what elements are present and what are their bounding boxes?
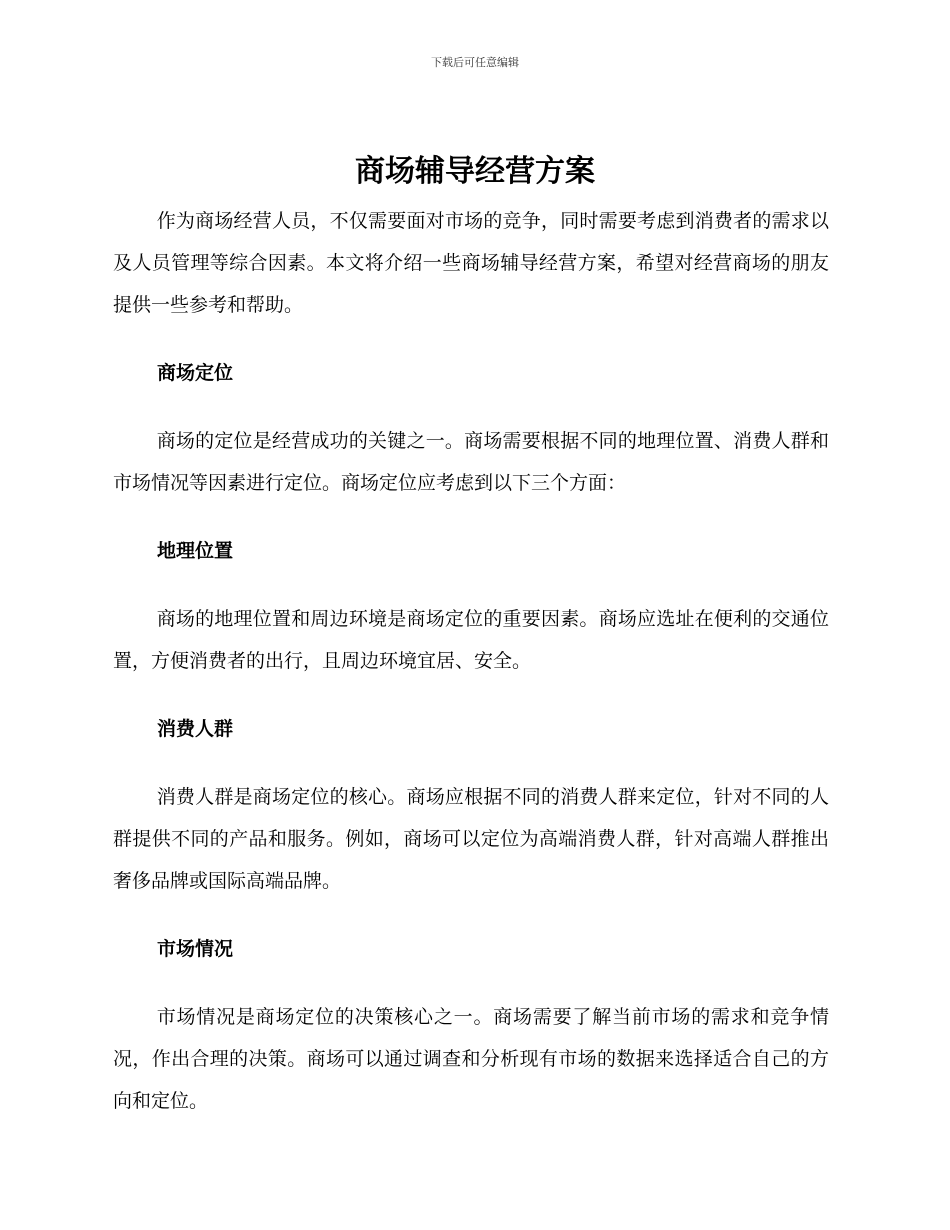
section-heading-consumers: 消费人群 [157, 718, 234, 740]
section-paragraph-consumers: 消费人群是商场定位的核心。商场应根据不同的消费人群来定位，针对不同的人群提供不同的产品和服务。例如，商场可以定位为高端消费人群，针对高端人群推出奢侈品牌或国际高端品牌。 [113, 786, 829, 892]
section-paragraph-positioning: 商场的定位是经营成功的关键之一。商场需要根据不同的地理位置、消费人群和市场情况等因素进行定位。商场定位应考虑到以下三个方面： [113, 430, 829, 494]
document-body [113, 200, 829, 1122]
header-note: 下载后可任意编辑 [431, 56, 519, 69]
intro-paragraph: 作为商场经营人员，不仅需要面对市场的竞争，同时需要考虑到消费者的需求以及人员管理等综合因素。本文将介绍一些商场辅导经营方案，希望对经营商场的朋友提供一些参考和帮助。 [113, 210, 829, 316]
section-heading-location: 地理位置 [157, 540, 234, 562]
section-paragraph-market: 市场情况是商场定位的决策核心之一。商场需要了解当前市场的需求和竞争情况，作出合理的决策。商场可以通过调查和分析现有市场的数据来选择适合自己的方向和定位。 [113, 1006, 829, 1112]
section-heading-positioning: 商场定位 [157, 362, 234, 384]
page-title: 商场辅导经营方案 [355, 154, 595, 189]
section-heading-market: 市场情况 [157, 938, 234, 960]
section-paragraph-location: 商场的地理位置和周边环境是商场定位的重要因素。商场应选址在便利的交通位置，方便消费者的出行，且周边环境宜居、安全。 [113, 608, 829, 672]
